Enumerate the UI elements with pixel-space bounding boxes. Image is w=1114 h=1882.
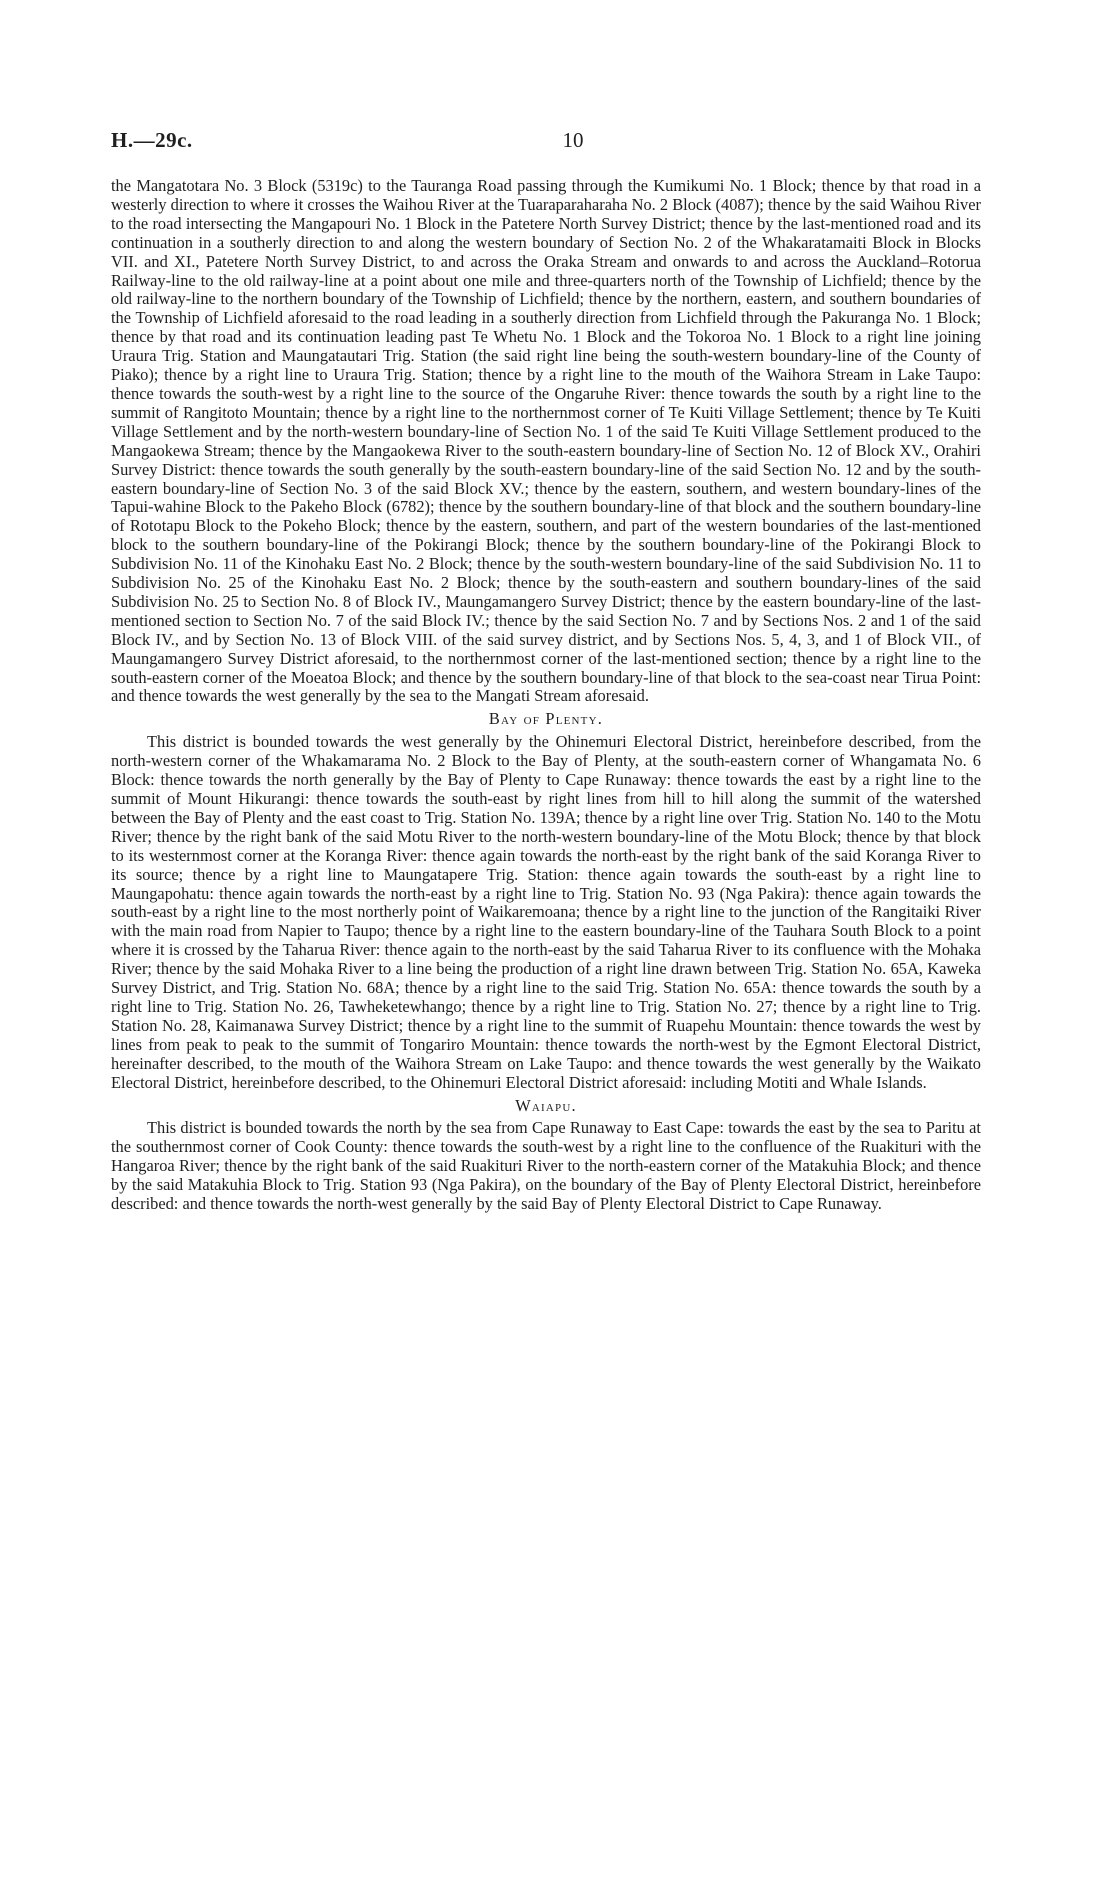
page-header: [111, 128, 981, 158]
page-number: 10: [562, 128, 584, 152]
section-heading: Bay of Plenty.: [488, 709, 604, 729]
section-heading: Waiapu.: [515, 1095, 577, 1115]
section-paragraph: This district is bounded towards the west generally by the Ohinemuri Electoral District, hereinbefore described, from the north-western corner of the Whakamarama No. 2 Block to the Bay of Plenty, at the south-eastern corner of Whangamata No. 6 Block: thence towards the north generally by the Bay of Plenty to Cape Runaway: thence towards the east by a right line to the summit of Mount Hikurangi: thence towards the south-east by right lines from hill to hill along the summit of the watershed between the Bay of Plenty and the east coast to Trig. Station No. 139A; thence by a right line over Trig. Station No. 140 to the Motu River; thence by the right bank of the said Motu River to the north-western boundary-line of the Motu Block; thence by that block to its westernmost corner at the Koranga River: thence again towards the north-east by the right bank of the said Koranga River to its source; thence by a right line to Maungatapere Trig. Station: thence again towards the south-east by a right line to Maungapohatu: thence again towards the north-east by a right line to Trig. Station No. 93 (Nga Pakira): thence again towards the south-east by a right line to the most northerly point of Waikaremoana; thence by a right line to the junction of the Rangitaiki River with the main road from Napier to Taupo; thence by a right line to the eastern boundary-line of the Tauhara South Block to a point where it is crossed by the Taharua River: thence again to the north-east by the said Taharua River to its confluence with the Mohaka River; thence by the said Mohaka River to a line being the production of a right line drawn between Trig. Station No. 65A, Kaweka Survey District, and Trig. Station No. 68A; thence by a right line to the said Trig. Station No. 65A: thence towards the south by a right line to Trig. Station No. 26, Tawheketewhango; thence by a right line to Trig. Station No. 27; thence by a right line to Trig. Station No. 28, Kaimanawa Survey District; thence by a right line to the summit of Ruapehu Mountain: thence towards the west by lines from peak to peak to the summit of Tongariro Mountain: thence towards the north-west by the Egmont Electoral District, hereinafter described, to the mouth of the Waihora Stream on Lake Taupo: and thence towards the west generally by the Waikato Electoral District, hereinbefore described, to the Ohinemuri Electoral District aforesaid: including Motiti and Whale Islands.: [111, 732, 981, 1092]
section-bay-of-plenty: [111, 710, 981, 1092]
section-paragraph: This district is bounded towards the north by the sea from Cape Runaway to East Cape: towards the east by the sea to Paritu at the southernmost corner of Cook County: thence towards the south-west by a right line to the confluence of the Ruakituri with the Hangaroa River; thence by the right bank of the said Ruakituri River to the north-eastern corner of the Matakuhia Block; and thence by the said Matakuhia Block to Trig. Station 93 (Nga Pakira), on the boundary of the Bay of Plenty Electoral District, hereinbefore described: and thence towards the north-west generally by the said Bay of Plenty Electoral District to Cape Runaway.: [111, 1118, 981, 1214]
document-body: [111, 177, 981, 1214]
section-waiapu: [111, 1097, 981, 1214]
continued-paragraph: the Mangatotara No. 3 Block (5319c) to the Tauranga Road passing through the Kumikumi No. 1 Block; thence by that road in a westerly direction to where it crosses the Waihou River at the Tuaraparaharaha No. 2 Block (4087); thence by the said Waihou River to the road intersecting the Mangapouri No. 1 Block in the Patetere North Survey District; thence by the last-mentioned road and its continuation in a southerly direction to and along the western boundary of Section No. 2 of the Whakaratamaiti Block in Blocks VII. and XI., Patetere North Survey District, to and across the Oraka Stream and onwards to and across the Auckland–Rotorua Railway-line to the old railway-line at a point about one mile and three-quarters north of the Township of Lichfield; thence by the old railway-line to the northern boundary of the Township of Lichfield; thence by the northern, eastern, and southern boundaries of the Township of Lichfield aforesaid to the road leading in a southerly direction from Lichfield through the Pakuranga No. 1 Block; thence by that road and its continuation leading past Te Whetu No. 1 Block and the Tokoroa No. 1 Block to a right line joining Uraura Trig. Station and Maungatautari Trig. Station (the said right line being the south-western boundary-line of the County of Piako); thence by a right line to Uraura Trig. Station; thence by a right line to the mouth of the Waihora Stream in Lake Taupo: thence towards the south-west by a right line to the source of the Ongaruhe River: thence towards the south by a right line to the summit of Rangitoto Mountain; thence by a right line to the northernmost corner of Te Kuiti Village Settlement; thence by Te Kuiti Village Settlement and by the north-western boundary-line of Section No. 1 of the said Te Kuiti Village Settlement produced to the Mangaokewa Stream; thence by the Mangaokewa River to the south-eastern boundary-line of Section No. 12 of Block XV., Orahiri Survey District: thence towards the south generally by the south-eastern boundary-line of the said Section No. 12 and by the south-eastern boundary-line of Section No. 3 of the said Block XV.; thence by the eastern, southern, and western boundary-lines of the Tapui-wahine Block to the Pakeho Block (6782); thence by the southern boundary-line of that block and the southern boundary-line of Rototapu Block to the Pokeho Block; thence by the eastern, southern, and part of the western boundaries of the last-mentioned block to the southern boundary-line of the Pokirangi Block; thence by the southern boundary-line of the Pokirangi Block to Subdivision No. 11 of the Kinohaku East No. 2 Block; thence by the south-western boundary-line of the said Subdivision No. 11 to Subdivision No. 25 of the Kinohaku East No. 2 Block; thence by the south-eastern and southern boundary-lines of the said Subdivision No. 25 to Section No. 8 of Block IV., Maungamangero Survey District; thence by the eastern boundary-line of the last-mentioned section to Section No. 7 of the said Block IV.; thence by the said Section No. 7 and by Sections Nos. 2 and 1 of the said Block IV., and by Section No. 13 of Block VIII. of the said survey district, and by Sections Nos. 5, 4, 3, and 1 of Block VII., of Maungamangero Survey District aforesaid, to the northernmost corner of the last-mentioned section; thence by a right line to the south-eastern corner of the Moeatoa Block; and thence by the southern boundary-line of that block to the sea-coast near Tirua Point: and thence towards the west generally by the sea to the Mangati Stream aforesaid.: [111, 176, 981, 706]
document-reference: H.—29c.: [111, 128, 193, 152]
